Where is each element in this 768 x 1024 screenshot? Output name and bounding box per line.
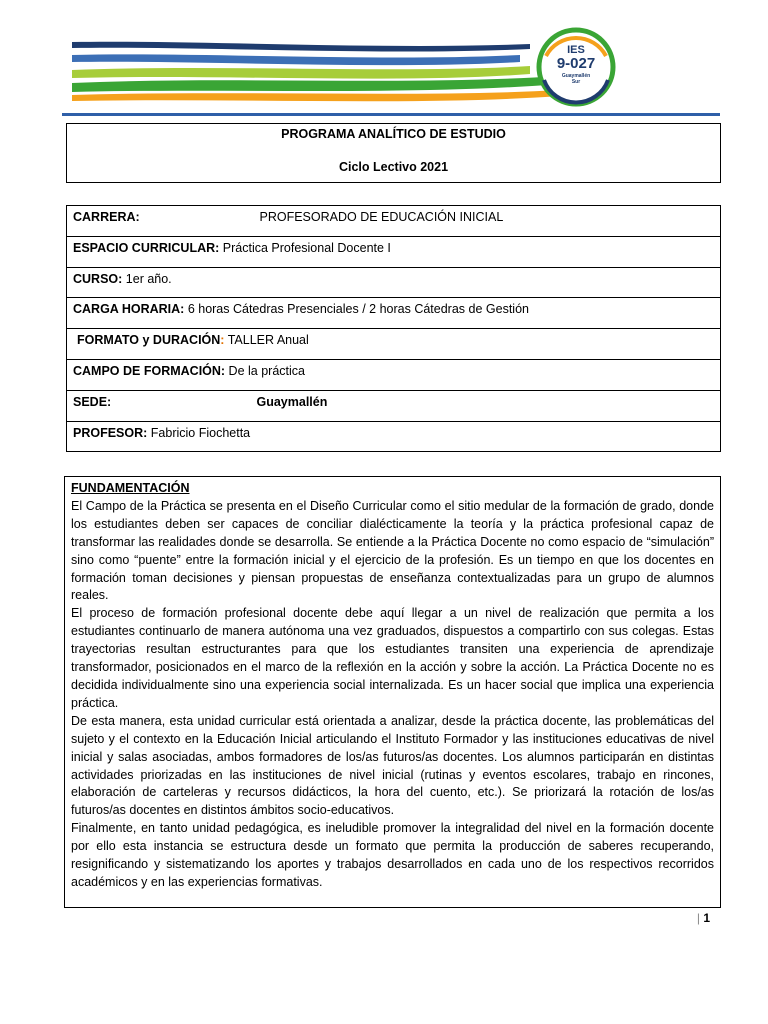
formato-colon: : xyxy=(220,333,225,348)
fundamentacion-paragraph: Finalmente, en tanto unidad pedagógica, es ineludible promover la integralidad del nivel en la formación docente por ello esta instancia se estructura desde un formato que permita la producción de saberes recuperando, resignificando y sistematizando los aportes y trabajos desarrollados en cada uno de los respectivos recorridos académicos y en las experiencias formativas. xyxy=(71,821,714,889)
carga-value: 6 horas Cátedras Presenciales / 2 horas Cátedras de Gestión xyxy=(184,302,529,317)
curso-value: 1er año. xyxy=(122,271,172,286)
row-curso xyxy=(67,267,721,298)
fundamentacion-paragraph: El proceso de formación profesional docente debe aquí llegar a un nivel de realización que permita a los estudiantes continuarlo de manera autónoma una vez graduados, dispuestos a compartirlo con sus colegas. Estas trayectorias resultan estructurantes para que los estudiantes transiten una experiencia de aprendizaje transformador, posicionados en el marco de la reflexión en la acción y sobre la acción. La Práctica Docente no es decidida individualmente sino una experiencia social internalizada. Es un hacer social que implica una experiencia práctica. xyxy=(71,606,714,710)
row-profesor xyxy=(67,421,721,452)
sede-value: Guaymallén xyxy=(256,394,328,409)
page-header xyxy=(0,0,768,120)
logo-line-1: IES xyxy=(567,44,585,56)
carrera-label: CARRERA: xyxy=(73,210,140,224)
row-espacio xyxy=(67,236,721,267)
espacio-value: Práctica Profesional Docente I xyxy=(219,240,391,255)
row-formato xyxy=(67,329,721,360)
formato-value: TALLER Anual xyxy=(224,333,309,348)
profesor-value: Fabricio Fiochetta xyxy=(147,425,251,440)
page-number-value: 1 xyxy=(703,911,710,925)
row-carrera xyxy=(67,206,721,237)
fundamentacion-paragraph: De esta manera, esta unidad curricular está orientada a analizar, desde la práctica docente, las problemáticas del sujeto y el contexto en la Educación Inicial articulando el Instituto Formador y las instituciones educativas de nivel inicial y salas asociadas, ambos formadores de los/as futuros/as docentes. Los alumnos participarán en distintas actividades priorizadas en las instituciones de nivel inicial (rutinas y eventos escolares, trabajo en rincones, elaboración de carteleras y recursos didácticos, la hora del cuento, etc.). Se priorizará la rotación de los/as futuros/as docentes en distintos ámbitos socio-educativos. xyxy=(71,713,714,818)
carga-label: CARGA HORARIA: xyxy=(73,302,185,317)
header-swoosh-graphic xyxy=(0,0,768,120)
row-campo xyxy=(67,359,721,390)
logo-line-4: Sur xyxy=(571,79,581,85)
formato-label: FORMATO y DURACIÓN xyxy=(77,333,221,348)
row-sede xyxy=(67,390,721,421)
sede-label: SEDE: xyxy=(73,394,112,409)
page-number-separator: | xyxy=(696,911,700,925)
logo-line-3: Guaymallén xyxy=(561,73,591,79)
program-title: PROGRAMA ANALÍTICO DE ESTUDIO xyxy=(281,127,506,141)
title-box xyxy=(66,123,721,183)
campo-label: CAMPO DE FORMACIÓN: xyxy=(73,363,226,378)
curso-label: CURSO: xyxy=(73,271,123,286)
fundamentacion-box xyxy=(64,476,721,908)
carrera-value: PROFESORADO DE EDUCACIÓN INICIAL xyxy=(259,210,504,224)
espacio-label: ESPACIO CURRICULAR: xyxy=(73,240,220,255)
page-number xyxy=(697,911,710,925)
fundamentacion-paragraph: El Campo de la Práctica se presenta en el Diseño Curricular como el sitio medular de la formación de grado, donde los estudiantes deben ser capaces de conciliar dialécticamente la teoría y la práctica profesional capaz de transformar las realidades donde se desarrolla. Se entiende a la Práctica Docente no como espacio de “simulación” sino como “puente” entre la formación inicial y el ejercicio de la profesión. Es un tiempo en que los docentes en formación toman decisiones y piensan propuestas de enseñanza contextualizadas para un grupo de alumnos reales. xyxy=(71,498,714,603)
fundamentacion-title: FUNDAMENTACIÓN xyxy=(71,481,190,495)
course-info-table xyxy=(66,205,721,452)
row-carga xyxy=(67,298,721,329)
campo-value: De la práctica xyxy=(225,363,305,378)
logo-line-2: 9-027 xyxy=(556,55,596,72)
profesor-label: PROFESOR: xyxy=(73,425,148,440)
academic-year: Ciclo Lectivo 2021 xyxy=(338,160,449,174)
